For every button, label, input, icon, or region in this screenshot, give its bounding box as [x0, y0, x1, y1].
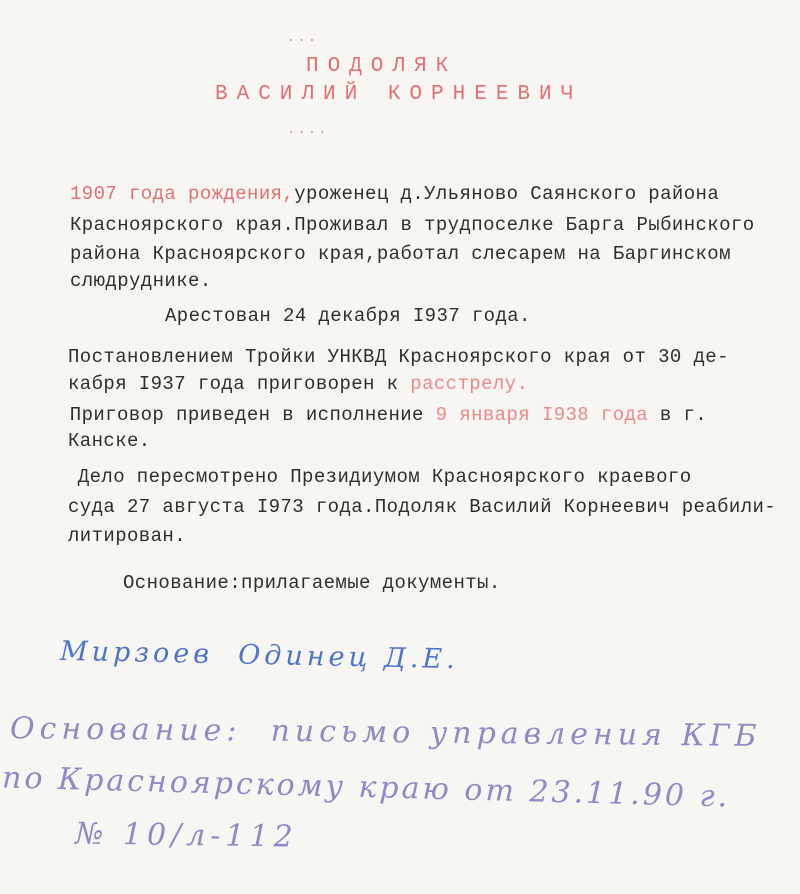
paragraph-birth-line-4: слюдруднике.: [70, 270, 212, 292]
paragraph-birth-line-2: Красноярского края.Проживал в трудпоселке Барга Рыбинского: [70, 214, 755, 236]
sentence-verdict-text: расстрелу.: [410, 373, 529, 395]
birth-year-text: 1907 года рождения,: [70, 183, 295, 205]
paragraph-rehab-line-2: суда 27 августа I973 года.Подоляк Василий Корнеевич реабили-: [68, 496, 777, 518]
paragraph-sentence-line-2: [68, 373, 528, 395]
arrest-date-line: Арестован 24 декабря I937 года.: [165, 305, 531, 327]
execution-place-prefix: в г.: [648, 404, 708, 426]
paragraph-rehab-line-3: литирован.: [68, 525, 187, 547]
paragraph-birth-line-3: района Красноярского края,работал слесарем на Баргинском: [70, 243, 731, 265]
handwritten-note-line-1: Основание: письмо управления КГБ: [9, 711, 762, 754]
decor-dots-top: ...: [287, 30, 319, 46]
paragraph-execution-line-2: Канске.: [68, 430, 151, 452]
sentence-text: кабря I937 года приговорен к: [68, 373, 411, 395]
handwritten-signature: Мирзоев Одинец Д.Е.: [59, 635, 460, 676]
person-surname: ПОДОЛЯК: [306, 55, 458, 78]
birthplace-text: уроженец д.Ульяново Саянского района: [294, 183, 720, 205]
paragraph-execution-line-1: [58, 404, 707, 426]
paragraph-birth-line-1: [70, 183, 719, 205]
person-name: ВАСИЛИЙ КОРНЕЕВИЧ: [215, 83, 583, 106]
paragraph-rehab-line-1: Дело пересмотрено Президиумом Красноярского краевого: [66, 466, 692, 488]
handwritten-note-line-2: по Красноярскому краю от 23.11.90 г.: [1, 760, 731, 815]
basis-line: Основание:прилагаемые документы.: [123, 572, 501, 594]
handwritten-note-line-3: № 10/л-112: [74, 816, 298, 855]
execution-date-text: 9 января I938 года: [435, 404, 649, 426]
execution-text: Приговор приведен в исполнение: [58, 404, 436, 426]
paragraph-sentence-line-1: Постановлением Тройки УНКВД Красноярского края от 30 де-: [68, 346, 729, 368]
decor-dots-bottom: ....: [287, 122, 329, 138]
